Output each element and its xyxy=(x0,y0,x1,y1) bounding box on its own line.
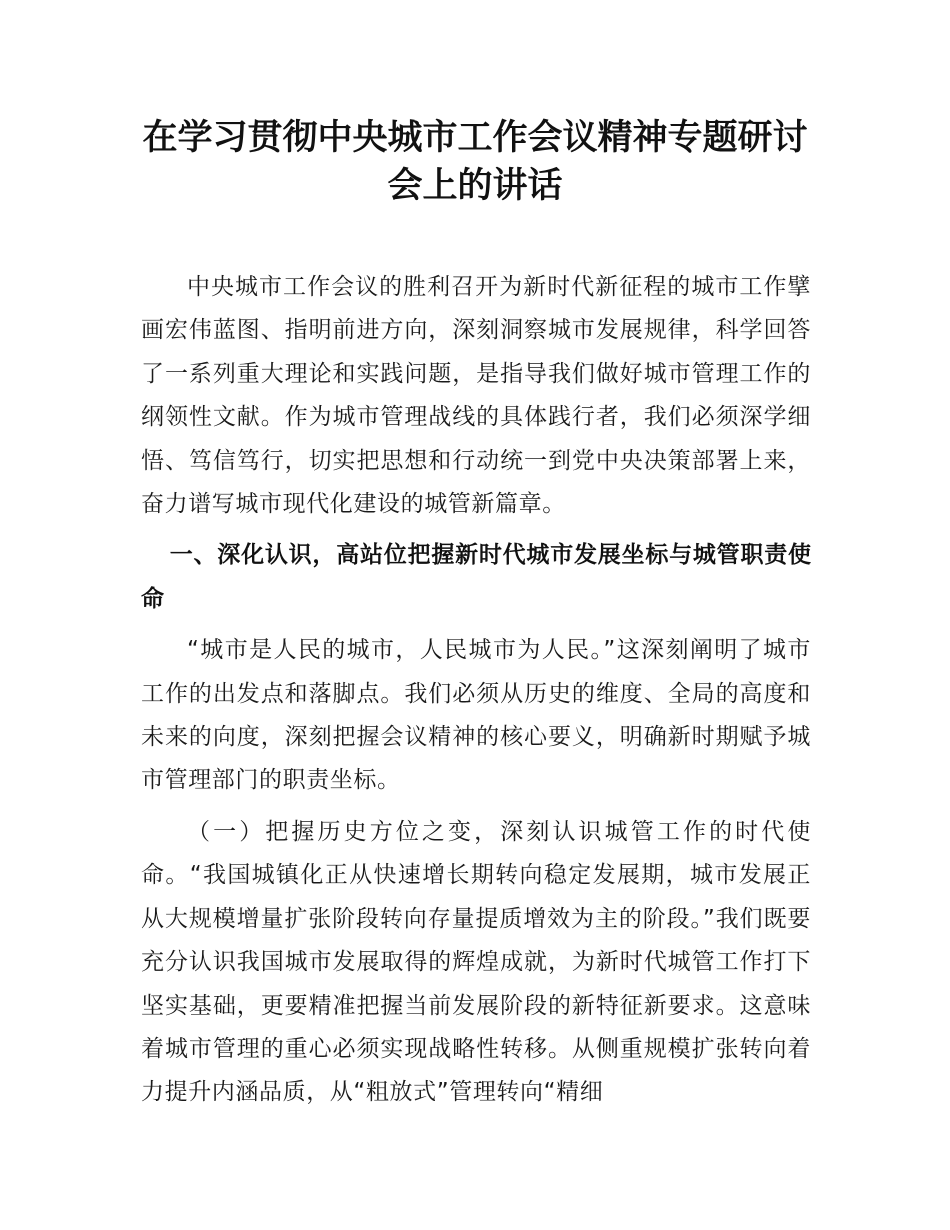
section-heading-1: 一、深化认识，高站位把握新时代城市发展坐标与城管职责使命 xyxy=(141,542,811,612)
document-body xyxy=(141,266,811,1123)
intro-paragraph: 中央城市工作会议的胜利召开为新时代新征程的城市工作擘画宏伟蓝图、指明前进方向，深刻洞察城市发展规律，科学回答了一系列重大理论和实践问题，是指导我们做好城市管理工作的纲领性文献。作为城市管理战线的具体践行者，我们必须深学细悟、笃信笃行，切实把思想和行动统一到党中央决策部署上来，奋力谱写城市现代化建设的城管新篇章。 xyxy=(141,274,811,518)
document-title xyxy=(100,114,850,210)
section-1-paragraph-2: （一）把握历史方位之变，深刻认识城管工作的时代使命。“我国城镇化正从快速增长期转向稳定发展期，城市发展正从大规模增量扩张阶段转向存量提质增效为主的阶段。”我们既要充分认识我国城市发展取得的辉煌成就，为新时代城管工作打下坚实基础，更要精准把握当前发展阶段的新特征新要求。这意味着城市管理的重心必须实现战略性转移。从侧重规模扩张转向着力提升内涵品质，从“粗放式”管理转向“精细 xyxy=(141,818,811,1106)
title-line-2: 会上的讲话 xyxy=(387,165,563,206)
section-1-paragraph-1: “城市是人民的城市，人民城市为人民。”这深刻阐明了城市工作的出发点和落脚点。我们必须从历史的维度、全局的高度和未来的向度，深刻把握会议精神的核心要义，明确新时期赋予城市管理部门的职责坐标。 xyxy=(141,637,811,794)
title-line-1: 在学习贯彻中央城市工作会议精神专题研讨 xyxy=(142,117,808,158)
